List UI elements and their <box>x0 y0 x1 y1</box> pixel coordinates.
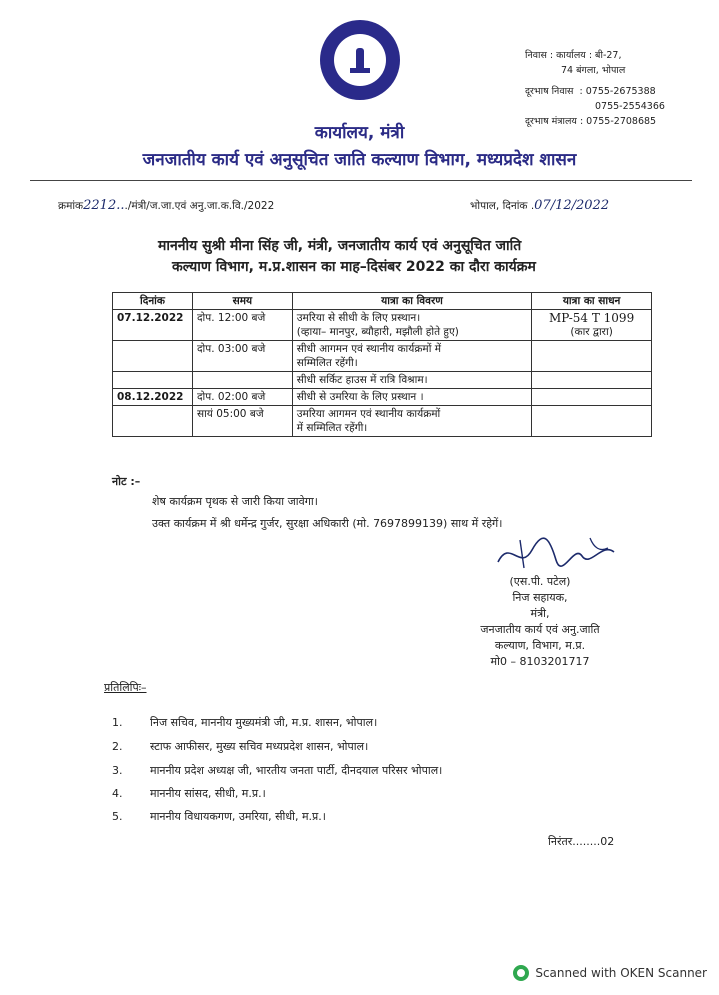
row-details: सीधी सर्किट हाउस में रात्रि विश्राम। <box>292 372 531 389</box>
table-row <box>113 406 652 437</box>
row-transport <box>532 341 652 372</box>
copy-number: 2. <box>112 740 123 753</box>
date-handwritten: 07/12/2022 <box>534 198 610 213</box>
list-item <box>112 763 442 778</box>
continued-marker: निरंतर........02 <box>548 835 615 848</box>
government-emblem-icon <box>320 20 400 100</box>
copy-number: 1. <box>112 716 123 729</box>
phone-residence-2: 0755-2554366 <box>595 101 665 112</box>
list-item <box>112 786 266 801</box>
copy-text: माननीय सांसद, सीधी, म.प्र.। <box>150 787 266 800</box>
reference-suffix: ./मंत्री/ज.जा.एवं अनु.जा.क.वि./2022 <box>124 200 275 212</box>
row-time: सायं 05:00 बजे <box>192 406 292 437</box>
row-time: दोप. 03:00 बजे <box>192 341 292 372</box>
schedule-header-row <box>113 293 652 310</box>
office-title: कार्यालय, मंत्री <box>314 123 405 143</box>
note-label: नोट :– <box>112 475 141 488</box>
row-transport <box>532 372 652 389</box>
row-details-line-1: सीधी आगमन एवं स्थानीय कार्यक्रमों में <box>296 343 442 355</box>
row-details: सीधी से उमरिया के लिए प्रस्थान । <box>292 389 531 406</box>
phone-residence-label: दूरभाष निवास <box>525 86 574 97</box>
scanner-watermark <box>513 965 707 981</box>
reference-handwritten-number: 2212.. <box>83 198 125 213</box>
address-block <box>525 48 665 129</box>
phone-ministry-label: दूरभाष मंत्रालय <box>525 116 577 127</box>
subject <box>158 236 658 278</box>
row-details <box>292 341 531 372</box>
signatory-name: (एस.पी. पटेल) <box>509 575 571 588</box>
signature-block <box>440 574 640 670</box>
copy-text: माननीय प्रदेश अध्यक्ष जी, भारतीय जनता पार्टी, दीनदयाल परिसर भोपाल। <box>150 764 443 777</box>
header-divider <box>30 180 692 181</box>
row-date <box>113 406 193 437</box>
reference-date <box>470 198 609 213</box>
signatory-role-2: मंत्री, <box>530 607 550 620</box>
row-date <box>113 341 193 372</box>
row-date: 08.12.2022 <box>113 389 193 406</box>
handwritten-signature-icon <box>490 532 620 576</box>
address-line-2: 74 बंगला, भोपाल <box>561 65 626 76</box>
row-details-line-2: (व्हाया– मानपुर, ब्यौहारी, मझौली होते हुए) <box>296 326 459 338</box>
copy-text: स्टाफ आफीसर, मुख्य सचिव मध्यप्रदेश शासन, भोपाल। <box>150 740 369 753</box>
subject-line-2: कल्याण विभाग, म.प्र.शासन का माह–दिसंबर 2022 का दौरा कार्यक्रम <box>172 259 536 275</box>
copy-text: माननीय विधायकगण, उमरिया, सीधी, म.प्र.। <box>150 810 326 823</box>
copy-number: 4. <box>112 787 123 800</box>
table-row <box>113 389 652 406</box>
copy-number: 5. <box>112 810 123 823</box>
header-details: यात्रा का विवरण <box>292 293 531 310</box>
row-time: दोप. 12:00 बजे <box>192 310 292 341</box>
copy-number: 3. <box>112 764 123 777</box>
row-details <box>292 406 531 437</box>
row-transport <box>532 406 652 437</box>
date-label: भोपाल, दिनांक . <box>470 200 535 212</box>
list-item <box>112 809 326 824</box>
signatory-role-1: निज सहायक, <box>512 591 568 604</box>
transport-mode: (कार द्वारा) <box>570 326 613 338</box>
phone-ministry: : 0755-2708685 <box>579 116 657 127</box>
scanner-text: Scanned with OKEN Scanner <box>535 966 707 980</box>
table-row <box>113 341 652 372</box>
header-transport: यात्रा का साधन <box>532 293 652 310</box>
phone-residence-1: : 0755-2675388 <box>579 86 656 97</box>
row-details-line-1: उमरिया आगमन एवं स्थानीय कार्यक्रमों <box>296 408 441 420</box>
row-transport <box>532 389 652 406</box>
row-details-line-2: में सम्मिलित रहेंगी। <box>296 422 368 434</box>
row-date <box>113 372 193 389</box>
schedule-table <box>112 292 652 437</box>
header-time: समय <box>192 293 292 310</box>
signatory-role-4: कल्याण, विभाग, म.प्र. <box>494 639 586 652</box>
address-line-1: निवास : कार्यालय : बी-27, <box>525 50 622 61</box>
vehicle-number: MP-54 T 1099 <box>549 311 635 325</box>
subject-line-1: माननीय सुश्री मीना सिंह जी, मंत्री, जनजातीय कार्य एवं अनुसूचित जाति <box>158 238 522 254</box>
row-transport <box>532 310 652 341</box>
row-details-line-1: उमरिया से सीधी के लिए प्रस्थान। <box>296 312 421 324</box>
copies-label: प्रतिलिपिः– <box>104 681 147 694</box>
row-time <box>192 372 292 389</box>
reference-number <box>58 198 274 213</box>
row-details-line-2: सम्मिलित रहेंगी। <box>296 357 358 369</box>
copy-text: निज सचिव, माननीय मुख्यमंत्री जी, म.प्र. शासन, भोपाल। <box>150 716 378 729</box>
department-title: जनजातीय कार्य एवं अनुसूचित जाति कल्याण विभाग, मध्यप्रदेश शासन <box>142 150 577 170</box>
oken-scanner-icon <box>513 965 529 981</box>
table-row <box>113 310 652 341</box>
header-date: दिनांक <box>113 293 193 310</box>
note-line-2: उक्त कार्यक्रम में श्री धर्मेन्द्र गुर्जर, सुरक्षा अधिकारी (मो. 7697899139) साथ में रहेगें। <box>152 517 503 530</box>
signatory-role-3: जनजातीय कार्य एवं अनु.जाति <box>480 623 600 636</box>
note-line-1: शेष कार्यक्रम पृथक से जारी किया जावेगा। <box>152 495 318 508</box>
reference-prefix: क्रमांक <box>58 200 84 212</box>
list-item <box>112 715 377 730</box>
signatory-mobile: मो0 – 8103201717 <box>490 655 590 668</box>
row-details <box>292 310 531 341</box>
row-time: दोप. 02:00 बजे <box>192 389 292 406</box>
list-item <box>112 739 368 754</box>
row-date: 07.12.2022 <box>113 310 193 341</box>
table-row <box>113 372 652 389</box>
